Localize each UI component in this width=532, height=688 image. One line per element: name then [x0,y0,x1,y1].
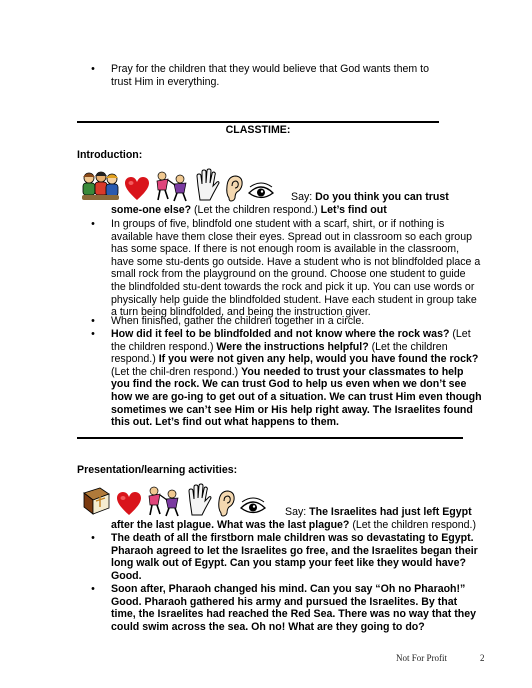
bullet-marker: • [91,532,95,544]
intro-bullet-questions [111,328,483,429]
respond-note: (Let the children respond.) [111,340,448,366]
say-question: Do you think you can trust some-one else? [111,191,449,216]
question-text: You needed to trust your classmates to help you find the rock. We can trust God to help us even when we don’t see how we are go-ing to get out of a situation. We can trust Him even though sometimes we can’t see Him or His help right away. The Israelites found this out. Let’s find out what happens to them. [111,365,482,429]
presentation-bullet: The death of all the firstborn male children was so devastating to Egypt. Pharaoh agreed to let the Israelites go free, and the Israelites began their long walk out of Egypt. Can you stamp your feet like they would have? Good. [111,532,478,582]
bullet-marker: • [91,63,95,75]
bible-icon [80,485,112,517]
say-note: (Let the children respond.) [352,518,477,531]
respond-note: (Let the chil-dren respond.) [111,365,239,378]
say-label: Say: [291,191,313,203]
bullet-marker: • [91,315,95,327]
footer-text: Not For Profit [396,653,448,663]
classtime-title: CLASSTIME: [225,124,291,136]
respond-note: (Let the children respond.) [111,328,471,353]
question-text: Were the instructions helpful? [216,340,369,353]
divider [77,437,463,439]
top-bullet-text: Pray for the children that they would believe that God wants them to trust Him in everything. [111,63,429,88]
presentation-heading: Presentation/learning activities: [77,464,238,476]
intro-bullet-gather: When finished, gather the children together in a circle. [111,315,365,327]
bullet-marker: • [91,218,95,230]
say-followup: Let’s find out [320,203,387,216]
question-text: If you were not given any help, would you have found the rock? [158,353,479,366]
divider [77,121,439,123]
say-text: The Israelites had just left Egypt after the last plague. What was the last plague? [111,506,472,531]
say-label: Say: [285,506,307,518]
question-text: How did it feel to be blindfolded and not know where the rock was? [111,328,450,340]
presentation-bullet: Soon after, Pharaoh changed his mind. Can you say “Oh no Pharaoh!” Good. Pharaoh gathered his army and pursued the Israelites. By that time, the Israelites had reached the Red Sea. There was no way that they could swim across the sea. Oh no! What are they going to do? [111,583,477,633]
intro-say [111,191,469,216]
page-number: 2 [480,653,485,663]
bullet-marker: • [91,583,95,595]
bullet-marker: • [91,328,95,340]
intro-bullet-activity: In groups of five, blindfold one student with a scarf, shirt, or if nothing is available have them close their eyes. Spread out in classroom so each group has some space. If there is not enough room is available in the classroom, have some stu-dents go outside. Have a student who is not blindfolded place a small rock from the playground on the ground. Choose one student to guide the blindfolded stu-dent towards the rock and pick it up. You can use words or physically help guide the blindfolded student. Have each student in group take a turn being blindfolded, and being the instruction giver. [111,218,481,319]
presentation-say [111,506,483,531]
introduction-heading: Introduction: [77,149,143,161]
say-note: (Let the children respond.) [194,203,318,216]
